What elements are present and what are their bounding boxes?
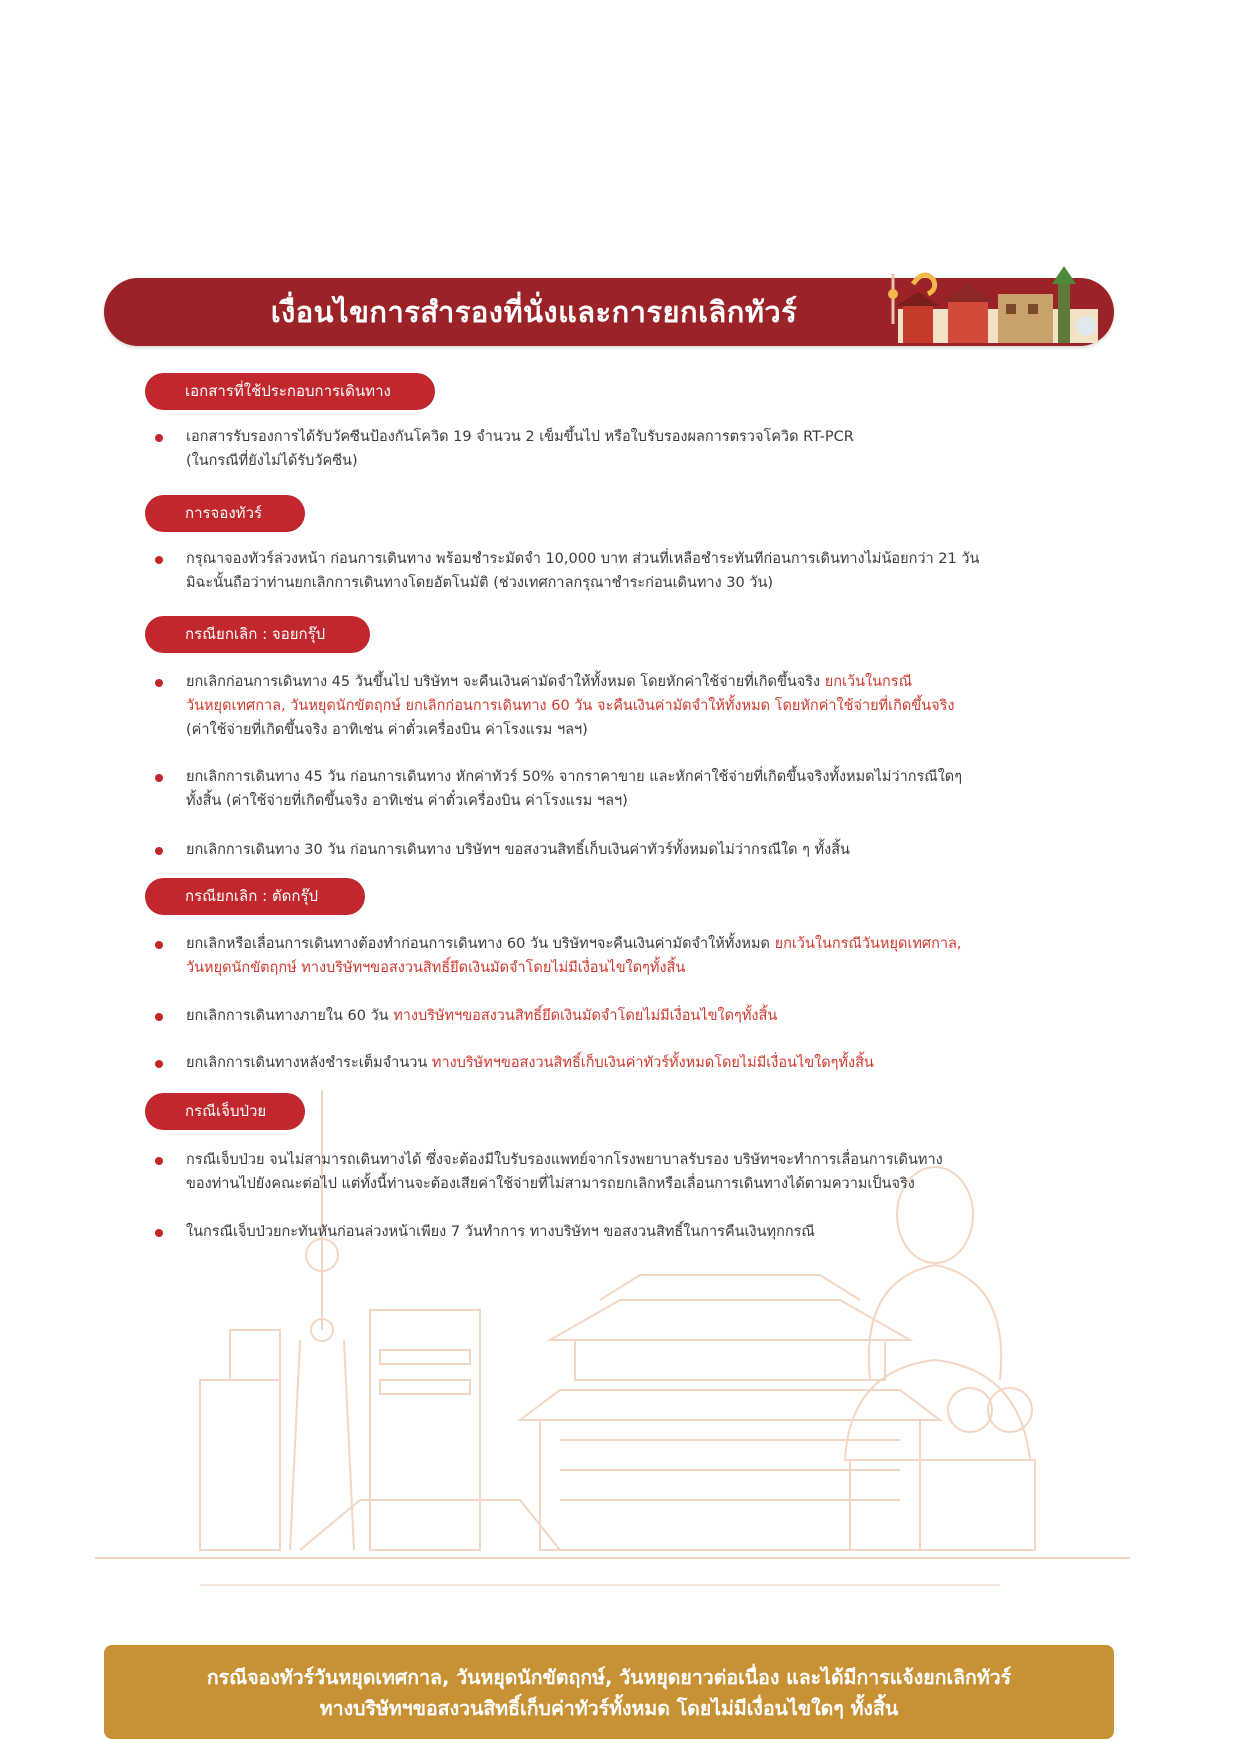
list-item-text: ยกเลิกหรือเลื่อนการเดินทางต้องทำก่อนการเดินทาง 60 วัน บริษัทฯจะคืนเงินค่ามัดจำให้ทั้งหมด ยกเว้นในกรณีวันหยุดเทศกาล, วันหยุดนักขัตฤกษ์ ทางบริษัทฯขอสงวนสิทธิ์ยึดเงินมัดจำโดยไม่มีเงื่อนไขใดๆทั้งสิ้น <box>186 936 962 976</box>
bullet-icon <box>155 847 163 855</box>
list-item <box>155 1148 1035 1196</box>
bullet-icon <box>155 556 163 564</box>
list-item <box>155 838 1035 862</box>
bullet-icon <box>155 679 163 687</box>
bullet-icon <box>155 434 163 442</box>
page-title: เงื่อนไขการสำรองที่นั่งและการยกเลิกทัวร์ <box>270 295 798 329</box>
list-item-text: กรณีเจ็บป่วย จนไม่สามารถเดินทางได้ ซึ่งจะต้องมีใบรับรองแพทย์จากโรงพยาบาลรับรอง บริษัทฯจะทำการเลื่อนการเดินทาง ของท่านไปยังคณะต่อไป แต่ทั้งนี้ท่านจะต้องเสียค่าใช้จ่ายที่ไม่สามารถยกเลิกหรือเลื่อนการเดินทางได้ตามความเป็นจริง <box>186 1152 943 1192</box>
bullet-icon <box>155 774 163 782</box>
list-item-text: กรุณาจองทัวร์ล่วงหน้า ก่อนการเดินทาง พร้อมชำระมัดจำ 10,000 บาท ส่วนที่เหลือชำระทันทีก่อนการเดินทางไม่น้อยกว่า 21 วัน มิฉะนั้นถือว่าท่านยกเลิกการเดินทางโดยอัตโนมัติ (ช่วงเทศกาลกรุณาชำระก่อนเดินทาง 30 วัน) <box>186 551 980 591</box>
list-item <box>155 670 1035 742</box>
bullet-icon <box>155 1060 163 1068</box>
list-item-text: ยกเลิกการเดินทางภายใน 60 วัน ทางบริษัทฯขอสงวนสิทธิ์ยึดเงินมัดจำโดยไม่มีเงื่อนไขใดๆทั้งสิ้น <box>186 1008 778 1024</box>
section-label-booking: การจองทัวร์ <box>145 495 305 532</box>
section-label-cancel-private-group: กรณียกเลิก : ตัดกรุ๊ป <box>145 878 365 915</box>
footer-line-2: ทางบริษัทฯขอสงวนสิทธิ์เก็บค่าทัวร์ทั้งหมด โดยไม่มีเงื่อนไขใดๆ ทั้งสิ้น <box>319 1697 899 1720</box>
footer-notice <box>104 1645 1114 1739</box>
list-item <box>155 547 1035 595</box>
section-label-documents: เอกสารที่ใช้ประกอบการเดินทาง <box>145 373 435 410</box>
footer-line-1: กรณีจองทัวร์วันหยุดเทศกาล, วันหยุดนักขัตฤกษ์, วันหยุดยาวต่อเนื่อง และได้มีการแจ้งยกเลิกทัวร์ <box>206 1666 1012 1689</box>
list-item-text: ยกเลิกการเดินทาง 30 วัน ก่อนการเดินทาง บริษัทฯ ขอสงวนสิทธิ์เก็บเงินค่าทัวร์ทั้งหมดไม่ว่ากรณีใด ๆ ทั้งสิ้น <box>186 842 850 858</box>
bullet-icon <box>155 941 163 949</box>
section-label-cancel-join-group: กรณียกเลิก : จอยกรุ๊ป <box>145 616 370 653</box>
bullet-icon <box>155 1157 163 1165</box>
china-landmarks-icon <box>878 264 1108 346</box>
list-item-text: ยกเลิกการเดินทาง 45 วัน ก่อนการเดินทาง หักค่าทัวร์ 50% จากราคาขาย และหักค่าใช้จ่ายที่เกิดขึ้นจริงทั้งหมดไม่ว่ากรณีใดๆ ทั้งสิ้น (ค่าใช้จ่ายที่เกิดขึ้นจริง อาทิเช่น ค่าตั๋วเครื่องบิน ค่าโรงแรม ฯลฯ) <box>186 769 963 809</box>
list-item <box>155 932 1035 980</box>
list-item-text: ยกเลิกก่อนการเดินทาง 45 วันขึ้นไป บริษัทฯ จะคืนเงินค่ามัดจำให้ทั้งหมด โดยหักค่าใช้จ่ายที่เกิดขึ้นจริง ยกเว้นในกรณี วันหยุดเทศกาล, วันหยุดนักขัตฤกษ์ ยกเลิกก่อนการเดินทาง 60 วัน จะคืนเงินค่ามัดจำให้ทั้งหมด โดยหักค่าใช้จ่ายที่เกิดขึ้นจริง (ค่าใช้จ่ายที่เกิดขึ้นจริง อาทิเช่น ค่าตั๋วเครื่องบิน ค่าโรงแรม ฯลฯ) <box>186 674 955 738</box>
list-item <box>155 1051 1035 1075</box>
section-label-illness: กรณีเจ็บป่วย <box>145 1093 305 1130</box>
list-item-text: เอกสารรับรองการได้รับวัคซีนป้องกันโควิด 19 จำนวน 2 เข็มขึ้นไป หรือใบรับรองผลการตรวจโควิด RT-PCR (ในกรณีที่ยังไม่ได้รับวัคซีน) <box>186 429 854 469</box>
list-item <box>155 1220 1035 1244</box>
bullet-icon <box>155 1013 163 1021</box>
bullet-icon <box>155 1229 163 1237</box>
list-item <box>155 425 1035 473</box>
title-banner <box>104 278 1114 346</box>
list-item-text: ในกรณีเจ็บป่วยกะทันหันก่อนล่วงหน้าเพียง 7 วันทำการ ทางบริษัทฯ ขอสงวนสิทธิ์ในการคืนเงินทุกกรณี <box>186 1224 815 1240</box>
list-item-text: ยกเลิกการเดินทางหลังชำระเต็มจำนวน ทางบริษัทฯขอสงวนสิทธิ์เก็บเงินค่าทัวร์ทั้งหมดโดยไม่มีเงื่อนไขใดๆทั้งสิ้น <box>186 1055 874 1071</box>
list-item <box>155 765 1035 813</box>
list-item <box>155 1004 1035 1028</box>
